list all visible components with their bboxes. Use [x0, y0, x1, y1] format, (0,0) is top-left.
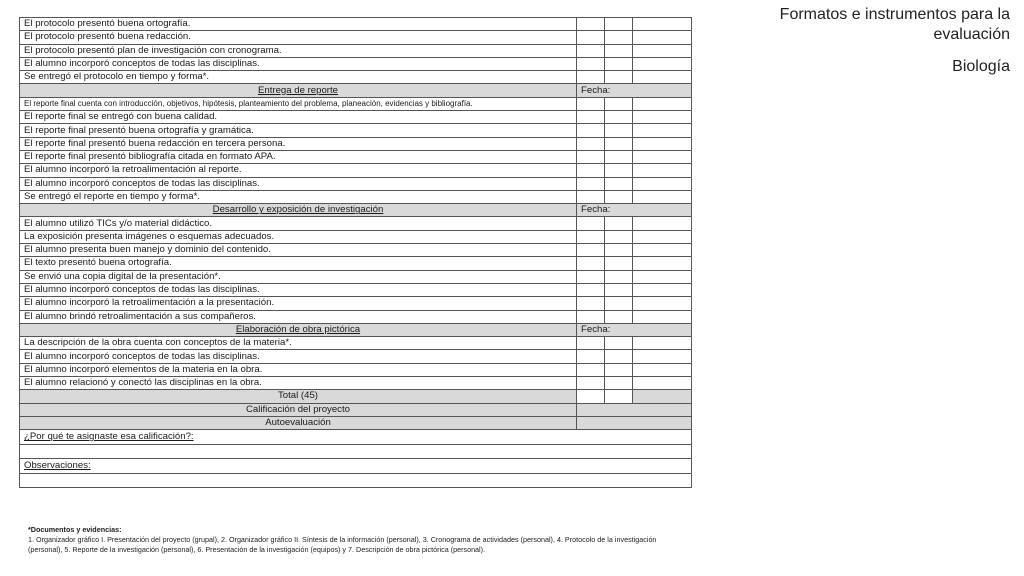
criterion-text: El alumno incorporó elementos de la materia en la obra.: [20, 363, 577, 376]
rubric-row: [20, 124, 692, 137]
date-field[interactable]: Fecha:: [577, 323, 692, 336]
score-cell[interactable]: [605, 164, 633, 177]
evaluation-rubric-table: [19, 17, 692, 488]
score-cell[interactable]: [633, 257, 692, 270]
score-cell[interactable]: [633, 390, 692, 403]
score-cell[interactable]: [605, 363, 633, 376]
score-cell[interactable]: [605, 377, 633, 390]
rubric-row: [20, 217, 692, 230]
score-cell[interactable]: [577, 363, 605, 376]
criterion-text: El protocolo presentó buena redacción.: [20, 31, 577, 44]
rubric-row: [20, 44, 692, 57]
observations-answer-row: [20, 474, 692, 488]
rubric-row: [20, 337, 692, 350]
subject-label: Biología: [952, 58, 1010, 75]
criterion-text: El protocolo presentó plan de investigación con cronograma.: [20, 44, 577, 57]
page-title: [780, 5, 1010, 45]
score-cell[interactable]: [605, 310, 633, 323]
score-cell[interactable]: [633, 310, 692, 323]
criterion-text: El reporte final presentó buena ortografía y gramática.: [20, 124, 577, 137]
rubric-row: [20, 177, 692, 190]
criterion-text: El reporte final presentó buena redacción en tercera persona.: [20, 137, 577, 150]
criterion-text: La exposición presenta imágenes o esquemas adecuados.: [20, 230, 577, 243]
criterion-text: El alumno incorporó la retroalimentación a la presentación.: [20, 297, 577, 310]
score-cell[interactable]: [605, 270, 633, 283]
rubric-row: [20, 31, 692, 44]
score-cell[interactable]: [633, 377, 692, 390]
score-cell[interactable]: [577, 217, 605, 230]
score-cell[interactable]: [577, 164, 605, 177]
score-cell[interactable]: [605, 283, 633, 296]
rubric-row: [20, 164, 692, 177]
score-cell[interactable]: [605, 390, 633, 403]
rubric-row: [20, 363, 692, 376]
rubric-row: [20, 111, 692, 124]
footnotes-line1: 1. Organizador gráfico I. Presentación del proyecto (grupal), 2. Organizador gráfico II. Síntesis de la información (personal), 3. Cronograma de actividades (personal), 4. Protocolo de la investigación: [28, 535, 657, 544]
score-cell[interactable]: [633, 297, 692, 310]
score-cell[interactable]: [605, 230, 633, 243]
score-cell[interactable]: [577, 31, 605, 44]
score-cell[interactable]: [633, 31, 692, 44]
grade-row: [20, 403, 692, 416]
section-header-row: [20, 323, 692, 336]
score-cell[interactable]: [633, 124, 692, 137]
criterion-text: El reporte final se entregó con buena calidad.: [20, 111, 577, 124]
total-row: [20, 390, 692, 403]
self-assessment-label: Autoevaluación: [20, 416, 577, 429]
self-assessment-value-cell[interactable]: [577, 416, 692, 429]
score-cell[interactable]: [577, 137, 605, 150]
score-cell[interactable]: [577, 18, 605, 31]
score-cell[interactable]: [633, 111, 692, 124]
score-cell[interactable]: [605, 350, 633, 363]
score-cell[interactable]: [605, 111, 633, 124]
rubric-row: [20, 244, 692, 257]
score-cell[interactable]: [633, 137, 692, 150]
score-cell[interactable]: [633, 230, 692, 243]
score-cell[interactable]: [605, 217, 633, 230]
criterion-text: La descripción de la obra cuenta con conceptos de la materia*.: [20, 337, 577, 350]
section-header-row: [20, 84, 692, 97]
score-cell[interactable]: [577, 124, 605, 137]
score-cell[interactable]: [605, 97, 633, 110]
rubric-row: [20, 377, 692, 390]
criterion-text: El alumno presenta buen manejo y dominio del contenido.: [20, 244, 577, 257]
answer-row: [20, 445, 692, 459]
score-cell[interactable]: [577, 297, 605, 310]
score-cell[interactable]: [633, 283, 692, 296]
criterion-text: El alumno incorporó la retroalimentación al reporte.: [20, 164, 577, 177]
criterion-text: El reporte final cuenta con introducción, objetivos, hipótesis, planteamiento del problema, planeación, evidencias y bibliografía.: [20, 97, 577, 110]
rubric-row: [20, 283, 692, 296]
observations-answer[interactable]: [20, 474, 692, 488]
criterion-text: El protocolo presentó buena ortografía.: [20, 18, 577, 31]
criterion-text: Se entregó el protocolo en tiempo y forma*.: [20, 71, 577, 84]
rubric-row: [20, 71, 692, 84]
score-cell[interactable]: [577, 177, 605, 190]
score-cell[interactable]: [633, 363, 692, 376]
rubric-row: [20, 230, 692, 243]
score-cell[interactable]: [605, 71, 633, 84]
grade-value-cell[interactable]: [577, 403, 692, 416]
score-cell[interactable]: [633, 337, 692, 350]
criterion-text: El alumno incorporó conceptos de todas las disciplinas.: [20, 350, 577, 363]
rubric-row: [20, 57, 692, 70]
observations-label: Observaciones:: [20, 459, 692, 474]
score-cell[interactable]: [577, 310, 605, 323]
rubric-row: [20, 137, 692, 150]
score-cell[interactable]: [633, 164, 692, 177]
score-cell[interactable]: [605, 124, 633, 137]
score-cell[interactable]: [633, 244, 692, 257]
rubric-row: [20, 270, 692, 283]
rubric-row: [20, 257, 692, 270]
footnotes: [28, 525, 688, 555]
observations-row: [20, 459, 692, 474]
section-title: Elaboración de obra pictórica: [20, 323, 577, 336]
grade-label: Calificación del proyecto: [20, 403, 577, 416]
rubric-row: [20, 350, 692, 363]
section-header-row: [20, 204, 692, 217]
score-cell[interactable]: [605, 57, 633, 70]
footnotes-heading: *Documentos y evidencias:: [28, 525, 122, 534]
question-row: [20, 430, 692, 445]
criterion-text: El alumno incorporó conceptos de todas las disciplinas.: [20, 177, 577, 190]
score-cell[interactable]: [605, 337, 633, 350]
score-cell[interactable]: [633, 71, 692, 84]
score-cell[interactable]: [577, 337, 605, 350]
rubric-row: [20, 190, 692, 203]
criterion-text: Se envió una copia digital de la presentación*.: [20, 270, 577, 283]
score-cell[interactable]: [633, 44, 692, 57]
score-cell[interactable]: [633, 150, 692, 163]
section-title: Desarrollo y exposición de investigación: [20, 204, 577, 217]
score-cell[interactable]: [577, 97, 605, 110]
score-cell[interactable]: [605, 257, 633, 270]
rubric-row: [20, 18, 692, 31]
self-assessment-row: [20, 416, 692, 429]
why-grade-answer[interactable]: [20, 445, 692, 459]
criterion-text: El reporte final presentó bibliografía citada en formato APA.: [20, 150, 577, 163]
score-cell[interactable]: [605, 244, 633, 257]
page-title-line2: evaluación: [933, 26, 1010, 43]
date-field[interactable]: Fecha:: [577, 204, 692, 217]
score-cell[interactable]: [605, 297, 633, 310]
score-cell[interactable]: [605, 177, 633, 190]
total-label: Total (45): [20, 390, 577, 403]
criterion-text: El alumno incorporó conceptos de todas las disciplinas.: [20, 283, 577, 296]
page-title-line1: Formatos e instrumentos para la: [779, 6, 1010, 23]
score-cell[interactable]: [633, 18, 692, 31]
score-cell[interactable]: [577, 270, 605, 283]
score-cell[interactable]: [633, 190, 692, 203]
footnotes-line2: (personal), 5. Reporte de la investigación (personal), 6. Presentación de la investigación (equipos) y 7. Descripción de obra pictórica (personal).: [28, 545, 486, 554]
score-cell[interactable]: [577, 57, 605, 70]
score-cell[interactable]: [577, 44, 605, 57]
date-field[interactable]: Fecha:: [577, 84, 692, 97]
score-cell[interactable]: [577, 230, 605, 243]
score-cell[interactable]: [605, 31, 633, 44]
criterion-text: El alumno relacionó y conectó las disciplinas en la obra.: [20, 377, 577, 390]
score-cell[interactable]: [577, 377, 605, 390]
score-cell[interactable]: [605, 150, 633, 163]
score-cell[interactable]: [605, 137, 633, 150]
score-cell[interactable]: [633, 57, 692, 70]
criterion-text: El alumno incorporó conceptos de todas las disciplinas.: [20, 57, 577, 70]
score-cell[interactable]: [577, 71, 605, 84]
criterion-text: El alumno utilizó TICs y/o material didáctico.: [20, 217, 577, 230]
score-cell[interactable]: [605, 18, 633, 31]
score-cell[interactable]: [577, 150, 605, 163]
criterion-text: El texto presentó buena ortografía.: [20, 257, 577, 270]
rubric-row: [20, 150, 692, 163]
score-cell[interactable]: [577, 257, 605, 270]
score-cell[interactable]: [577, 111, 605, 124]
score-cell[interactable]: [605, 190, 633, 203]
score-cell[interactable]: [577, 350, 605, 363]
section-title: Entrega de reporte: [20, 84, 577, 97]
rubric-row: [20, 297, 692, 310]
score-cell[interactable]: [605, 44, 633, 57]
score-cell[interactable]: [633, 270, 692, 283]
score-cell[interactable]: [577, 283, 605, 296]
rubric-row: [20, 310, 692, 323]
score-cell[interactable]: [633, 217, 692, 230]
score-cell[interactable]: [577, 190, 605, 203]
criterion-text: Se entregó el reporte en tiempo y forma*.: [20, 190, 577, 203]
score-cell[interactable]: [633, 97, 692, 110]
score-cell[interactable]: [633, 177, 692, 190]
score-cell[interactable]: [633, 350, 692, 363]
why-grade-question: ¿Por qué te asignaste esa calificación?:: [20, 430, 692, 445]
criterion-text: El alumno brindó retroalimentación a sus compañeros.: [20, 310, 577, 323]
rubric-row: [20, 97, 692, 110]
score-cell[interactable]: [577, 390, 605, 403]
score-cell[interactable]: [577, 244, 605, 257]
